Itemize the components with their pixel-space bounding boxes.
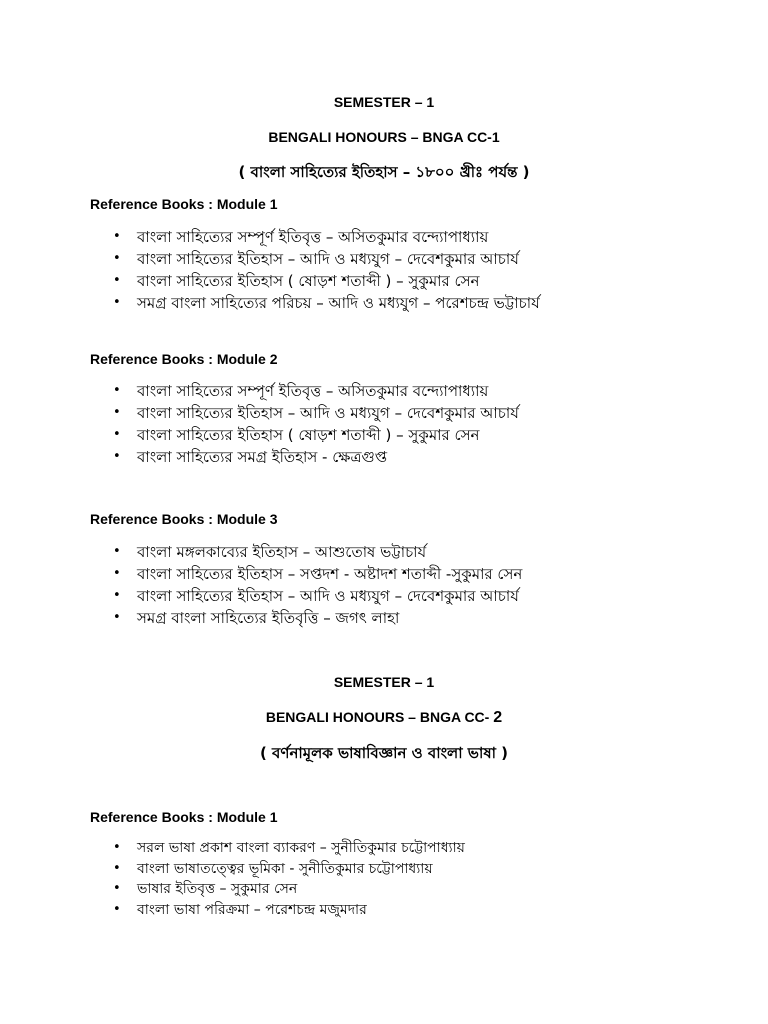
book-entry: বাংলা ভাষা পরিক্রমা – পরেশচন্দ্র মজুমদার <box>137 901 367 918</box>
bullet-icon: • <box>113 405 121 420</box>
list-item <box>113 424 519 446</box>
course-number: 2 <box>493 709 503 726</box>
bullet-icon: • <box>113 881 121 896</box>
reference-list <box>113 226 540 314</box>
reference-list <box>113 838 465 920</box>
list-item <box>113 248 540 270</box>
list-item <box>113 838 465 859</box>
bullet-icon: • <box>113 295 121 310</box>
book-entry: বাংলা সাহিত্যের ইতিহাস ( ষোড়শ শতাব্দী ) – সুকুমার সেন <box>137 272 480 290</box>
module-label: Reference Books : Module 3 <box>90 511 278 527</box>
list-item <box>113 446 519 468</box>
bullet-icon: • <box>113 449 121 464</box>
list-item <box>113 541 522 563</box>
book-entry: বাংলা সাহিত্যের ইতিহাস – আদি ও মধ্যযুগ – দেবেশকুমার আচার্য <box>137 404 519 422</box>
reference-list <box>113 380 519 468</box>
bullet-icon: • <box>113 610 121 625</box>
list-item <box>113 859 465 880</box>
semester-heading: SEMESTER – 1 <box>333 674 435 690</box>
book-entry: বাংলা সাহিত্যের ইতিহাস – আদি ও মধ্যযুগ – দেবেশকুমার আচার্য <box>137 587 519 605</box>
bullet-icon: • <box>113 901 121 917</box>
book-entry: বাংলা ভাষাতত্ত্বের ভূমিকা - সুনীতিকুমার চট্টোপাধ্যায় <box>137 860 433 877</box>
book-entry: সমগ্র বাংলা সাহিত্যের ইতিবৃত্তি – জগৎ লাহা <box>137 609 400 627</box>
course-subtitle: ( বাংলা সাহিত্যের ইতিহাস – ১৮০০ খ্রীঃ পর্যন্ত ) <box>238 163 530 181</box>
book-entry: বাংলা সাহিত্যের ইতিহাস – সপ্তদশ - অষ্টাদশ শতাব্দী -সুকুমার সেন <box>137 565 523 583</box>
course-title-prefix: BENGALI HONOURS – BNGA CC- <box>265 709 494 725</box>
bullet-icon: • <box>113 860 121 876</box>
bullet-icon: • <box>113 251 121 266</box>
module-label: Reference Books : Module 2 <box>90 351 278 367</box>
book-entry: সমগ্র বাংলা সাহিত্যের পরিচয় – আদি ও মধ্যযুগ – পরেশচন্দ্র ভট্টাচার্য <box>137 294 540 312</box>
course-subtitle: ( বর্ণনামূলক ভাষাবিজ্ঞান ও বাংলা ভাষা ) <box>259 744 509 762</box>
list-item <box>113 226 540 248</box>
list-item <box>113 563 522 585</box>
list-item <box>113 900 465 921</box>
course-title <box>0 709 768 727</box>
bullet-icon: • <box>113 566 121 581</box>
module-label: Reference Books : Module 1 <box>90 196 278 212</box>
bullet-icon: • <box>113 229 121 244</box>
module-label: Reference Books : Module 1 <box>90 809 278 825</box>
book-entry: সরল ভাষা প্রকাশ বাংলা ব্যাকরণ – সুনীতিকুমার চট্টোপাধ্যায় <box>137 840 465 856</box>
list-item <box>113 270 540 292</box>
reference-list <box>113 541 522 629</box>
book-entry: ভাষার ইতিবৃত্ত – সুকুমার সেন <box>137 881 298 897</box>
bullet-icon: • <box>113 544 121 559</box>
bullet-icon: • <box>113 383 121 398</box>
book-entry: বাংলা মঙ্গলকাব্যের ইতিহাস – আশুতোষ ভট্টাচার্য <box>137 543 427 561</box>
bullet-icon: • <box>113 273 121 288</box>
semester-heading: SEMESTER – 1 <box>333 94 435 110</box>
list-item <box>113 879 465 900</box>
course-title: BENGALI HONOURS – BNGA CC-1 <box>268 129 500 145</box>
list-item <box>113 585 522 607</box>
bullet-icon: • <box>113 840 121 855</box>
list-item <box>113 380 519 402</box>
book-entry: বাংলা সাহিত্যের সম্পূর্ণ ইতিবৃত্ত – অসিতকুমার বন্দ্যোপাধ্যায় <box>137 382 489 400</box>
list-item <box>113 292 540 314</box>
list-item <box>113 402 519 424</box>
book-entry: বাংলা সাহিত্যের সমগ্র ইতিহাস - ক্ষেত্রগুপ্ত <box>137 448 388 466</box>
book-entry: বাংলা সাহিত্যের ইতিহাস – আদি ও মধ্যযুগ – দেবেশকুমার আচার্য <box>137 250 519 268</box>
bullet-icon: • <box>113 427 121 442</box>
book-entry: বাংলা সাহিত্যের সম্পূর্ণ ইতিবৃত্ত – অসিতকুমার বন্দ্যোপাধ্যায় <box>137 228 489 246</box>
book-entry: বাংলা সাহিত্যের ইতিহাস ( ষোড়শ শতাব্দী ) – সুকুমার সেন <box>137 426 480 444</box>
list-item <box>113 607 522 629</box>
bullet-icon: • <box>113 588 121 603</box>
